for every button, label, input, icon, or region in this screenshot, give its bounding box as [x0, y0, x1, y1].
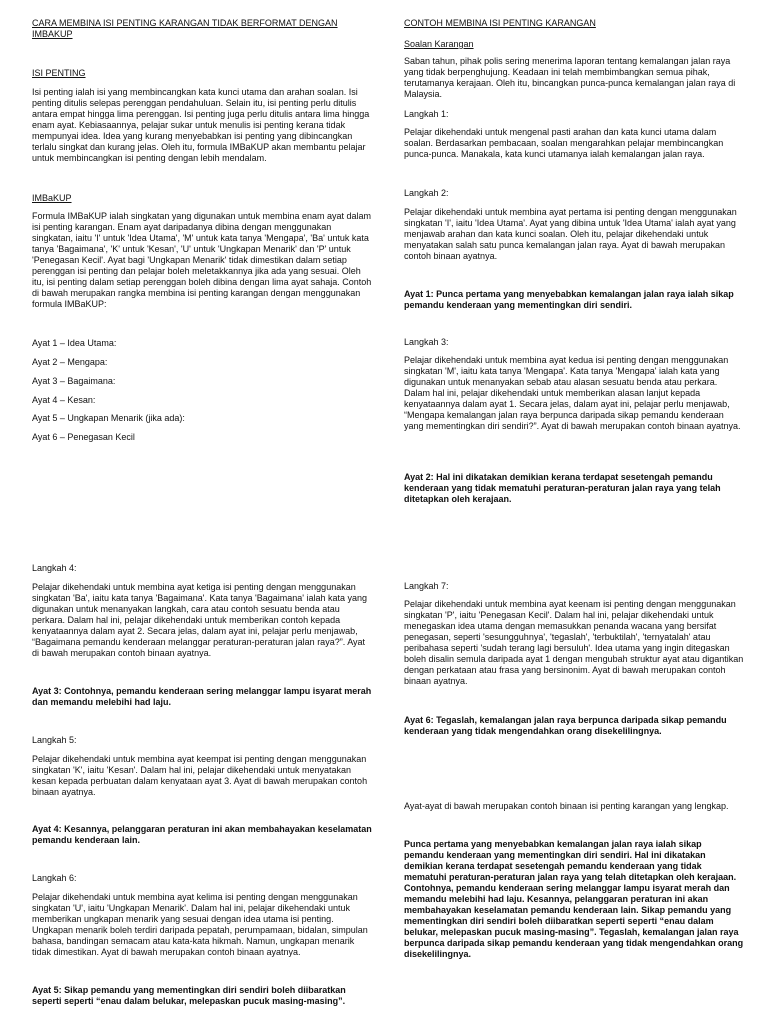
langkah-3-label: Langkah 3: — [404, 337, 449, 347]
langkah-5-label: Langkah 5: — [32, 735, 77, 745]
langkah-4-text: Pelajar dikehendaki untuk membina ayat ketiga isi penting dengan menggunakan singkatan 'Ba', iaitu kata tanya 'Bagaimana'. Kata tanya 'Bagaimana' ialah kata yang digunakan untuk menanyakan langkah, cara atau contoh sesuatu benda atau perkara. Dalam hal ini, pelajar dikehendaki untuk memberikan contoh kepada kenyataannya dalam ayat 2. Secara jelas, dalam ayat ini, pelajar perlu menjawab, “Bagaimana pemandu kenderaan melanggar peraturan-peraturan jalan raya?”. Ayat di bawah merupakan contoh binaan ayatnya. — [32, 582, 368, 658]
ayat-list-item-5: Ayat 5 – Ungkapan Menarik (jika ada): — [32, 413, 185, 423]
ayat-4-example: Ayat 4: Kesannya, pelanggaran peraturan ini akan membahayakan keselamatan pemandu kenderaan lain. — [32, 824, 372, 845]
langkah-7-label: Langkah 7: — [404, 581, 449, 591]
soalan-heading: Soalan Karangan — [404, 39, 474, 49]
langkah-2-text: Pelajar dikehendaki untuk membina ayat pertama isi penting dengan menggunakan singkatan 'I', iaitu 'Idea Utama'. Ayat yang dibina untuk 'Idea Utama' ialah ayat yang menjawab arahan dan kata kunci soalan. Oleh itu, pelajar dikehendaki untuk menyatakan salah satu punca kemalangan jalan raya. Ayat di bawah merupakan contoh binaan ayatnya. — [404, 207, 737, 261]
langkah-7-text: Pelajar dikehendaki untuk membina ayat keenam isi penting dengan menggunakan singkatan 'P', iaitu 'Penegasan Kecil'. Dalam hal ini, pelajar dikehendaki untuk menegaskan idea utama dengan memasukkan penanda wacana yang bersifat penegasan, seperti 'sesungguhnya', 'tegaslah', 'terbuktilah', 'ternyatalah' atau peribahasa seperti 'sudah terang lagi bersuluh'. Idea utama yang ingin ditegaskan boleh disalin semula daripada ayat 1 dengan mengubah struktur ayat atau digantikan dengan perkataan atau frasa yang bersinonim. Ayat di bawah merupakan contoh binaan ayatnya. — [404, 599, 744, 686]
langkah-2-label: Langkah 2: — [404, 188, 449, 198]
right-title: CONTOH MEMBINA ISI PENTING KARANGAN — [404, 18, 596, 28]
ayat-5-example: Ayat 5: Sikap pemandu yang mementingkan diri sendiri boleh diibaratkan seperti seperti “enau dalam belukar, melepaskan pucuk masing-masing”. — [32, 985, 346, 1006]
langkah-6-label: Langkah 6: — [32, 873, 77, 883]
isi-penting-heading: ISI PENTING — [32, 68, 86, 78]
ayat-list-item-3: Ayat 3 – Bagaimana: — [32, 376, 116, 386]
langkah-1-label: Langkah 1: — [404, 109, 449, 119]
langkah-6-text: Pelajar dikehendaki untuk membina ayat kelima isi penting dengan menggunakan singkatan 'U', iaitu 'Ungkapan Menarik'. Dalam hal ini, pelajar dikehendaki untuk memberikan ungkapan menarik yang sesuai dengan idea utama isi penting. Ungkapan menarik boleh terdiri daripada pepatah, perumpamaan, bidalan, simpulan bahasa, bandingan semacam atau kata-kata hikmah. Namun, ungkapan menarik tidak dimestikan. Ayat di bawah merupakan contoh binaan ayatnya. — [32, 892, 368, 957]
ayat-6-example: Ayat 6: Tegaslah, kemalangan jalan raya berpunca daripada sikap pemandu kenderaan yang tidak mengendahkan orang disekelilingnya. — [404, 715, 727, 736]
langkah-4-label: Langkah 4: — [32, 563, 77, 573]
soalan-text: Saban tahun, pihak polis sering menerima laporan tentang kemalangan jalan raya yang tidak berpenghujung. Keadaan ini telah membimbangkan semua pihak, terutamanya kerajaan. Oleh itu, bincangkan punca-punca kemalangan jalan raya di Malaysia. — [404, 56, 736, 99]
imbakup-heading: IMBaKUP — [32, 193, 72, 203]
ayat-list-item-1: Ayat 1 – Idea Utama: — [32, 338, 117, 348]
lengkap-intro: Ayat-ayat di bawah merupakan contoh binaan isi penting karangan yang lengkap. — [404, 801, 729, 811]
ayat-list-item-6: Ayat 6 – Penegasan Kecil — [32, 432, 135, 442]
langkah-1-text: Pelajar dikehendaki untuk mengenal pasti arahan dan kata kunci utama dalam soalan. Berdasarkan pembacaan, soalan mengarahkan pelajar membincangkan punca-punca. Manakala, kata kunci utamanya ialah kemalangan jalan raya. — [404, 127, 724, 159]
isi-penting-text: Isi penting ialah isi yang membincangkan kata kunci utama dan arahan soalan. Isi penting ditulis selepas perenggan pendahuluan. Selain itu, isi penting perlu ditulis antara empat hingga lima perenggan. Isi penting juga perlu ditulis antara lima hingga enam ayat. Kebiasaannya, pelajar sukar untuk menulis isi penting kerana tidak mempunyai idea. Idea yang kurang menyebabkan isi penting yang dibincangkan terlalu singkat dan kurang jelas. Oleh itu, formula IMBaKUP akan membantu pelajar untuk membincangkan isi penting dengan lebih mendalam. — [32, 87, 370, 163]
left-column — [32, 0, 372, 1024]
ayat-3-example: Ayat 3: Contohnya, pemandu kenderaan sering melanggar lampu isyarat merah dan memandu melebihi had laju. — [32, 686, 372, 707]
ayat-1-example: Ayat 1: Punca pertama yang menyebabkan kemalangan jalan raya ialah sikap pemandu kenderaan yang mementingkan diri sendiri. — [404, 289, 734, 310]
langkah-5-text: Pelajar dikehendaki untuk membina ayat keempat isi penting dengan menggunakan singkatan 'K', iaitu 'Kesan'. Dalam hal ini, pelajar dikehendaki untuk menyatakan kesan kepada perbuatan dalam kenyataan ayat 3. Ayat di bawah merupakan contoh binaan ayatnya. — [32, 754, 368, 797]
right-column — [404, 0, 744, 1024]
langkah-3-text: Pelajar dikehendaki untuk membina ayat kedua isi penting dengan menggunakan singkatan 'M', iaitu kata tanya 'Mengapa'. Kata tanya 'Mengapa' ialah kata yang digunakan untuk menanyakan sebab atau alasan sesuatu benda atau perkara. Dalam hal ini, pelajar dikehendaki untuk memberikan alasan lanjut kepada kenyataannya dalam ayat 1. Secara jelas, dalam ayat ini, pelajar perlu menjawab, “Mengapa kemalangan jalan raya berpunca daripada sikap pemandu kenderaan yang mementingkan diri sendiri?”. Ayat di bawah merupakan contoh binaan ayatnya. — [404, 355, 741, 431]
ayat-list-item-4: Ayat 4 – Kesan: — [32, 395, 96, 405]
left-title: CARA MEMBINA ISI PENTING KARANGAN TIDAK BERFORMAT DENGAN IMBAKUP — [32, 18, 338, 39]
lengkap-paragraph: Punca pertama yang menyebabkan kemalangan jalan raya ialah sikap pemandu kenderaan yang mementingkan diri sendiri. Hal ini dikatakan demikian kerana terdapat sesetengah pemandu kenderaan yang tidak mematuhi peraturan-peraturan jalan raya yang telah ditetapkan oleh kerajaan. Contohnya, pemandu kenderaan sering melanggar lampu isyarat merah dan memandu melebihi had laju. Kesannya, pelanggaran peraturan ini akan membahayakan keselamatan pemandu kenderaan lain. Sikap pemandu yang mementingkan diri sendiri boleh diibaratkan seperti seperti “enau dalam belukar, melepaskan pucuk masing-masing”. Tegaslah, kemalangan jalan raya berpunca daripada sikap pemandu kenderaan yang tidak mengendahkan orang disekelilingnya. — [404, 839, 744, 959]
imbakup-text: Formula IMBaKUP ialah singkatan yang digunakan untuk membina enam ayat dalam isi penting karangan. Enam ayat daripadanya dibina dengan menggunakan singkatan, iaitu 'I' untuk 'Idea Utama', 'M' untuk kata tanya 'Mengapa', 'Ba' untuk kata tanya 'Bagaimana', 'K' untuk 'Kesan', 'U' untuk 'Ungkapan Menarik' dan 'P' untuk 'Penegasan Kecil'. Ayat bagi 'Ungkapan Menarik' tidak dimestikan dalam setiap perenggan isi penting dan pelajar boleh meletakkannya jika ada yang sesuai. Oleh itu, isi penting dalam setiap perenggan boleh dibina dengan lima ayat sahaja. Contoh di bawah merupakan rangka membina isi penting karangan dengan menggunakan formula IMBaKUP: — [32, 211, 372, 309]
ayat-list-item-2: Ayat 2 – Mengapa: — [32, 357, 108, 367]
ayat-2-example: Ayat 2: Hal ini dikatakan demikian kerana terdapat sesetengah pemandu kenderaan yang tidak mematuhi peraturan-peraturan jalan raya yang telah ditetapkan oleh kerajaan. — [404, 472, 721, 504]
